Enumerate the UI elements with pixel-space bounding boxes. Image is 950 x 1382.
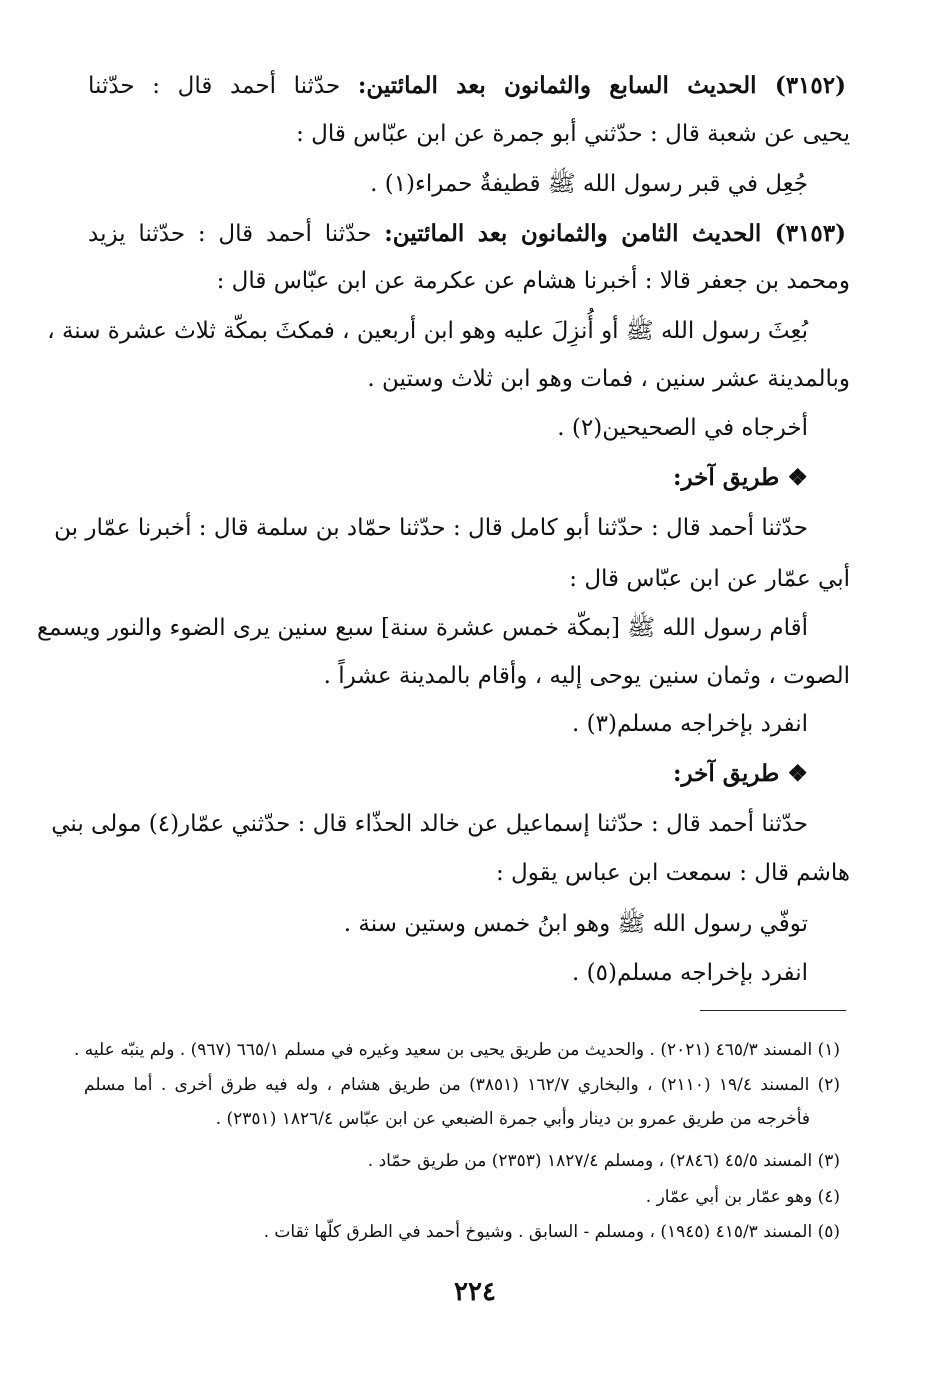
hadith-3152-line-1 <box>88 70 846 102</box>
route-1-text-2: الصوت ، وثمان سنين يوحى إليه ، وأقام بالمدينة عشراً . <box>323 663 850 689</box>
section-heading-another-route-2: ❖ طريق آخر: <box>672 760 808 787</box>
footnote-2-line-1: (٢) المسند ١٩/٤ (٢١١٠) ، والبخاري ١٦٢/٧ (٣٨٥١) من طريق هشام ، وله فيه طرق أخرى . أما مسلم <box>84 1075 841 1095</box>
route-1-chain-line-2: أبي عمّار عن ابن عبّاس قال : <box>569 566 850 592</box>
footnote-3: (٣) المسند ٤٥/٥ (٢٨٤٦) ، ومسلم ١٨٢٧/٤ (٢٣٥٣) من طريق حمّاد . <box>367 1151 840 1171</box>
hadith-3152-chain-start: حدّثنا أحمد قال : حدّثنا <box>88 73 358 99</box>
footnote-4: (٤) وهو عمّار بن أبي عمّار . <box>645 1187 840 1207</box>
route-2-chain-line-2: هاشم قال : سمعت ابن عباس يقول : <box>495 860 850 886</box>
hadith-3152-heading: (٣١٥٢) الحديث السابع والثمانون بعد المائتين: <box>357 72 847 99</box>
hadith-3152-line-2: يحيى عن شعبة قال : حدّثني أبو جمرة عن ابن عبّاس قال : <box>296 121 850 147</box>
route-2-chain-line-1: حدّثنا أحمد قال : حدّثنا إسماعيل عن خالد الحذّاء قال : حدّثني عمّار(٤) مولى بني <box>51 811 808 837</box>
hadith-3153-text-1: بُعِثَ رسول الله ﷺ أو أُنزِلَ عليه وهو ابن أربعين ، فمكثَ بمكّة ثلاث عشرة سنة ، <box>47 318 808 344</box>
section-heading-another-route-1: ❖ طريق آخر: <box>672 464 808 491</box>
footnote-separator <box>700 1010 846 1011</box>
hadith-3153-heading: (٣١٥٣) الحديث الثامن والثمانون بعد المائتين: <box>384 220 847 247</box>
hadith-3153-line-1 <box>88 218 846 250</box>
hadith-3153-takhrij: أخرجاه في الصحيحين(٢) . <box>557 415 808 441</box>
hadith-3152-text: جُعِل في قبر رسول الله ﷺ قطيفةٌ حمراء(١) . <box>370 171 808 197</box>
page-number: ٢٢٤ <box>454 1277 496 1307</box>
hadith-3153-chain-start: حدّثنا أحمد قال : حدّثنا يزيد <box>88 221 385 247</box>
route-1-chain-line-1: حدّثنا أحمد قال : حدّثنا أبو كامل قال : حدّثنا حمّاد بن سلمة قال : أخبرنا عمّار بن <box>54 515 808 541</box>
footnote-5: (٥) المسند ٤١٥/٣ (١٩٤٥) ، ومسلم - السابق . وشيوخ أحمد في الطرق كلّها ثقات . <box>263 1222 840 1242</box>
hadith-3153-text-2: وبالمدينة عشر سنين ، فمات وهو ابن ثلاث وستين . <box>367 366 850 392</box>
footnote-2-line-2: فأخرجه من طريق عمرو بن دينار وأبي جمرة الضبعي عن ابن عبّاس ١٨٢٦/٤ (٢٣٥١) . <box>215 1109 810 1129</box>
route-1-text-1: أقام رسول الله ﷺ [بمكّة خمس عشرة سنة] سبع سنين يرى الضوء والنور ويسمع <box>36 615 808 641</box>
route-1-takhrij: انفرد بإخراجه مسلم(٣) . <box>572 711 808 737</box>
route-2-takhrij: انفرد بإخراجه مسلم(٥) . <box>572 960 808 986</box>
footnote-1: (١) المسند ٤٦٥/٣ (٢٠٢١) . والحديث من طريق يحيى بن سعيد وغيره في مسلم ٦٦٥/١ (٩٦٧) . ولم ينبّه عليه . <box>73 1040 840 1060</box>
route-2-text: توفّي رسول الله ﷺ وهو ابنُ خمس وستين سنة . <box>343 911 808 937</box>
hadith-3153-line-2: ومحمد بن جعفر قالا : أخبرنا هشام عن عكرمة عن ابن عبّاس قال : <box>216 268 850 294</box>
